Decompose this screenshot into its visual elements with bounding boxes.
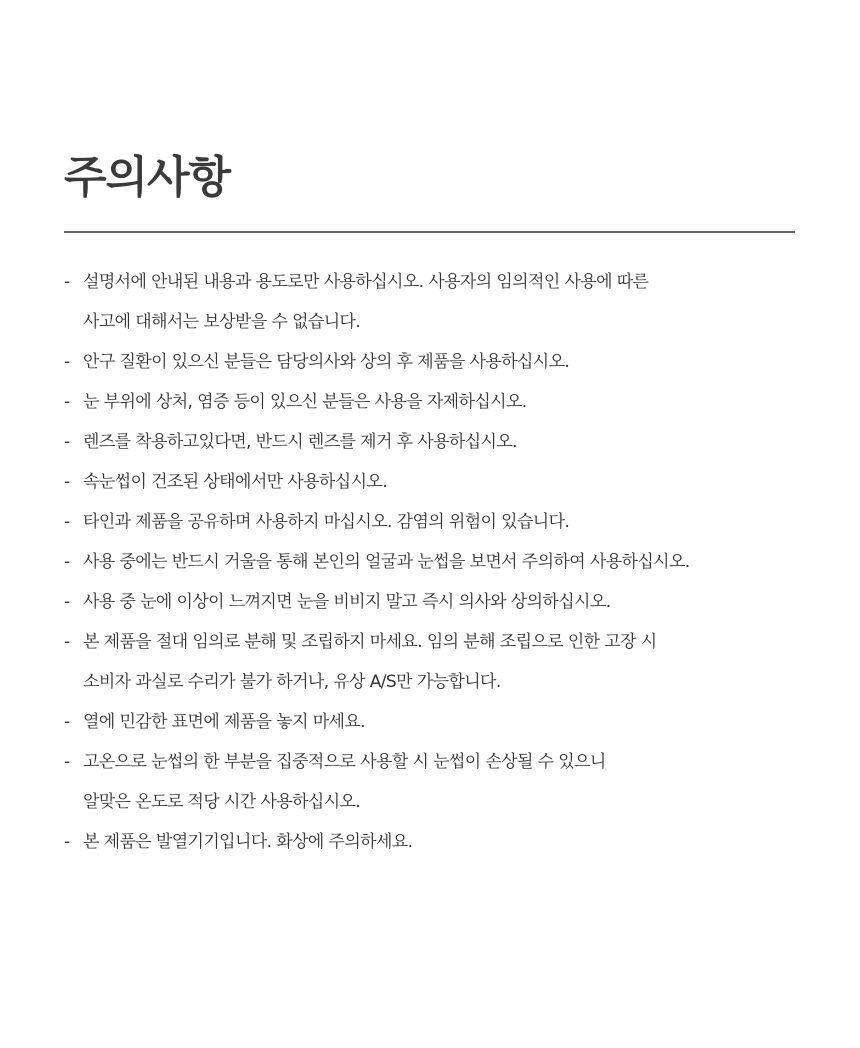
caution-list (64, 262, 824, 862)
caution-line: 속눈썹이 건조된 상태에서만 사용하십시오. (83, 472, 388, 492)
caution-text (83, 262, 824, 342)
caution-line: 열에 민감한 표면에 제품을 놓지 마세요. (83, 712, 365, 732)
caution-line: 사고에 대해서는 보상받을 수 없습니다. (83, 312, 361, 332)
caution-line: 타인과 제품을 공유하며 사용하지 마십시오. 감염의 위험이 있습니다. (83, 512, 570, 532)
caution-text (83, 822, 824, 862)
caution-line: 설명서에 안내된 내용과 용도로만 사용하십시오. 사용자의 임의적인 사용에 따른 (83, 272, 649, 292)
bullet-dash: - (64, 632, 71, 652)
bullet-dash: - (64, 512, 71, 532)
caution-item (64, 622, 824, 702)
caution-line: 안구 질환이 있으신 분들은 담당의사와 상의 후 제품을 사용하십시오. (83, 352, 570, 372)
caution-line: 고온으로 눈썹의 한 부분을 집중적으로 사용할 시 눈썹이 손상될 수 있으니 (83, 752, 606, 772)
bullet-dash: - (64, 472, 71, 492)
caution-text (83, 702, 824, 742)
caution-text (83, 382, 824, 422)
caution-item (64, 542, 824, 582)
caution-item (64, 702, 824, 742)
caution-text (83, 742, 824, 822)
title-divider (64, 231, 795, 233)
caution-item (64, 382, 824, 422)
caution-item (64, 422, 824, 462)
caution-text (83, 422, 824, 462)
caution-line: 눈 부위에 상처, 염증 등이 있으신 분들은 사용을 자제하십시오. (83, 392, 527, 412)
caution-text (83, 582, 824, 622)
caution-item (64, 822, 824, 862)
bullet-dash: - (64, 272, 71, 292)
caution-item (64, 742, 824, 822)
caution-item (64, 342, 824, 382)
caution-item (64, 262, 824, 342)
caution-item (64, 582, 824, 622)
caution-text (83, 502, 824, 542)
bullet-dash: - (64, 712, 71, 732)
bullet-dash: - (64, 832, 71, 852)
caution-item (64, 502, 824, 542)
caution-line: 사용 중에는 반드시 거울을 통해 본인의 얼굴과 눈썹을 보면서 주의하여 사용하십시오. (83, 552, 690, 572)
caution-text (83, 622, 824, 702)
bullet-dash: - (64, 752, 71, 772)
caution-line: 사용 중 눈에 이상이 느껴지면 눈을 비비지 말고 즉시 의사와 상의하십시오. (83, 592, 611, 612)
bullet-dash: - (64, 592, 71, 612)
bullet-dash: - (64, 552, 71, 572)
caution-line: 본 제품은 발열기기입니다. 화상에 주의하세요. (83, 832, 413, 852)
caution-line: 본 제품을 절대 임의로 분해 및 조립하지 마세요. 임의 분해 조립으로 인한 고장 시 (83, 632, 657, 652)
caution-line: 렌즈를 착용하고있다면, 반드시 렌즈를 제거 후 사용하십시오. (83, 432, 517, 452)
page-title: 주의사항 (64, 152, 231, 203)
caution-item (64, 462, 824, 502)
caution-text (83, 342, 824, 382)
bullet-dash: - (64, 432, 71, 452)
caution-line: 알맞은 온도로 적당 시간 사용하십시오. (83, 792, 361, 812)
caution-text (83, 462, 824, 502)
caution-line: 소비자 과실로 수리가 불가 하거나, 유상 A/S만 가능합니다. (83, 672, 501, 692)
bullet-dash: - (64, 392, 71, 412)
bullet-dash: - (64, 352, 71, 372)
caution-text (83, 542, 824, 582)
